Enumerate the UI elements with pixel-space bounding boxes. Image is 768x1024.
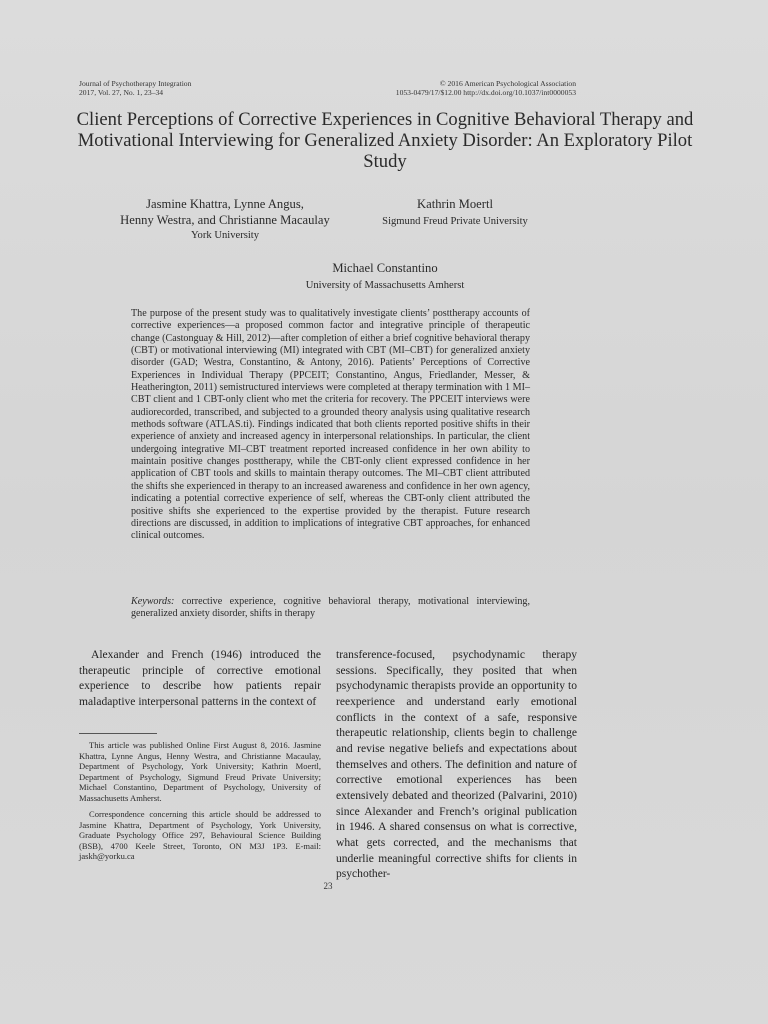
author-affiliation: University of Massachusetts Amherst <box>305 279 465 291</box>
author-group-sfu <box>360 197 550 228</box>
author-affiliation: Sigmund Freud Private University <box>382 215 528 227</box>
keywords <box>131 596 530 621</box>
journal-citation <box>79 79 191 97</box>
author-group-umass <box>200 261 570 292</box>
copyright-notice: © 2016 American Psychological Association <box>439 79 576 88</box>
author-names-line2: Henny Westra, and Christianne Macaulay <box>120 212 330 227</box>
body-text-left-column: Alexander and French (1946) introduced the therapeutic principle of corrective emotional experience to describe how patients repair maladaptive interpersonal patterns in the context of <box>79 649 321 708</box>
journal-volume: 2017, Vol. 27, No. 1, 23–34 <box>79 88 164 97</box>
footnote-divider <box>79 733 157 734</box>
doi-line: 1053-0479/17/$12.00 http://dx.doi.org/10.1037/int0000053 <box>395 88 576 97</box>
keywords-label: Keywords: <box>131 596 175 607</box>
author-names-line1: Jasmine Khattra, Lynne Angus, <box>146 197 304 211</box>
page-number: 23 <box>323 881 333 891</box>
keywords-text: corrective experience, cognitive behavioral therapy, motivational interviewing, generalized anxiety disorder, shifts in therapy <box>131 596 530 620</box>
author-name: Michael Constantino <box>332 261 438 275</box>
body-text-right-column: transference-focused, psychodynamic therapy sessions. Specifically, they posited that when psychodynamic therapists provide an opportunity to reexperience and understand early emotional conflicts in the context of a safe, responsive therapeutic relationship, clients begin to challenge and revise negative beliefs and expectations about themselves and others. The definition and nature of corrective emotional experiences has been extensively debated and theorized (Palvarini, 2010) since Alexander and French’s original publication in 1946. A shared consensus on what is corrective, what gets corrected, and the mechanisms that underlie meaningful corrective shifts for clients in psychother- <box>336 649 577 881</box>
article-title: Client Perceptions of Corrective Experiences in Cognitive Behavioral Therapy and Motivational Interviewing for Generalized Anxiety Disorder: An Exploratory Pilot Study <box>76 109 694 172</box>
abstract: The purpose of the present study was to qualitatively investigate clients’ posttherapy accounts of corrective experiences—a proposed common factor and integrative principle of therapeutic change (Castonguay & Hill, 2012)—after completion of either a brief cognitive behavioral therapy (CBT) or motivational interviewing (MI) integrated with CBT (MI–CBT) for generalized anxiety disorder (GAD; Westra, Constantino, & Antony, 2016). Patients’ Perceptions of Corrective Experiences in Individual Therapy (PPCEIT; Constantino, Angus, Friedlander, Messer, & Heatherington, 2011) semistructured interviews were completed at therapy termination with 1 MI–CBT client and 1 CBT-only client who met the criteria for recovery. The PPCEIT interviews were audiorecorded, transcribed, and subjected to a grounded theory analysis using qualitative research methods software (ATLAS.ti). Findings indicated that both clients reported positive shifts in their experience of anxiety and increased agency in interpersonal relationships. In particular, the client undergoing integrative MI–CBT treatment reported increased confidence in her own ability to maintain positive changes posttherapy, while the CBT-only client expressed confidence in her application of CBT tools and skills to maintain therapy outcomes. The MI–CBT client attributed the shifts she experienced in therapy to an increased awareness and confidence in her own agency, indicating a potential corrective experience of self, whereas the CBT-only client attributed the positive shifts she experienced to the expertise provided by the therapist. Future research directions are discussed, in addition to implications of integrative CBT approaches, for enhanced clinical outcomes. <box>131 308 530 542</box>
author-group-york <box>60 197 390 242</box>
footnote-correspondence: Correspondence concerning this article should be addressed to Jasmine Khattra, Department of Psychology, York University, Graduate Psychology Office 297, Behavioural Science Building (BSB), 4700 Keele Street, Toronto, ON M3J 1P3. E-mail: jaskh@yorku.ca <box>79 809 321 862</box>
author-name: Kathrin Moertl <box>417 197 493 211</box>
author-affiliation: York University <box>190 230 260 241</box>
footnote-publication: This article was published Online First August 8, 2016. Jasmine Khattra, Lynne Angus, Henny Westra, and Christianne Macaulay, Department of Psychology, York University; Kathrin Moertl, Department of Psychology, Sigmund Freud Private University; Michael Constantino, Department of Psychology, University of Massachusetts Amherst. <box>79 740 321 803</box>
journal-name: Journal of Psychotherapy Integration <box>79 79 192 88</box>
copyright-block <box>396 79 576 97</box>
